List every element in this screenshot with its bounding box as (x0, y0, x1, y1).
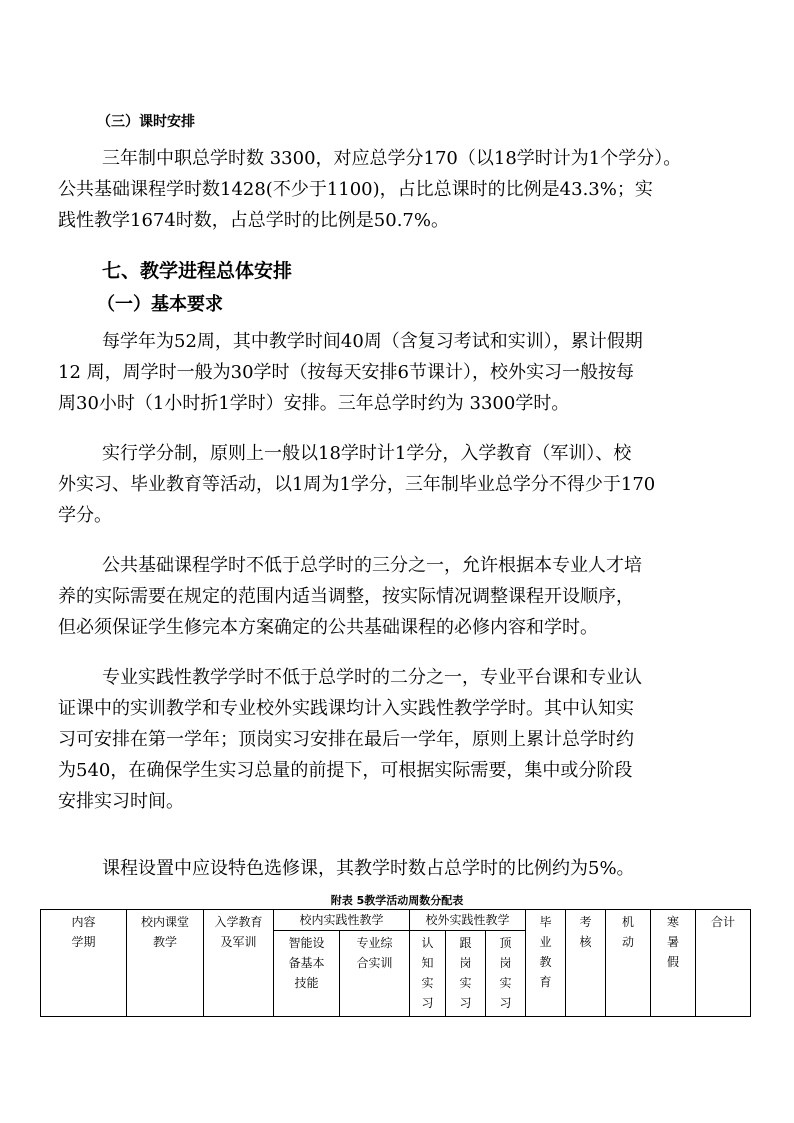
header-text: 入学教育 (214, 915, 263, 929)
header-text: 毕 (539, 915, 552, 929)
header-cognitive-internship (410, 931, 446, 1017)
header-winter-summer (651, 910, 696, 1017)
section-3-title: （三）课时安排 (97, 114, 195, 130)
header-text: 习 (459, 996, 472, 1010)
header-text: 实 (499, 976, 512, 990)
header-text: 知 (421, 956, 434, 970)
paragraph-line: 但必须保证学生修完本方案确定的公共基础课程的必修内容和学时。 (58, 617, 598, 638)
corner-bottom-label: 学期 (71, 935, 96, 949)
paragraph-line: 专业实践性教学学时不低于总学时的二分之一，专业平台课和专业认 (102, 667, 642, 688)
chapter-7-title: 七、教学进程总体安排 (102, 260, 293, 282)
header-classroom (127, 910, 204, 1017)
corner-top-label: 内容 (71, 915, 96, 929)
header-text: 及军训 (220, 935, 257, 949)
weeks-allocation-table (40, 909, 751, 1017)
header-text: 假 (667, 955, 680, 969)
paragraph-line: 实行学分制，原则上一般以18学时计1学分，入学教育（军训）、校 (102, 443, 632, 464)
paragraph-2 (58, 438, 738, 531)
header-text: 习 (421, 996, 434, 1010)
header-text: 实 (421, 976, 434, 990)
header-text: 业 (539, 935, 552, 949)
header-text: 顶 (499, 936, 512, 950)
header-text: 教 (539, 955, 552, 969)
paragraph-line: 学分。 (58, 505, 112, 526)
paragraph-4 (58, 662, 738, 817)
paragraph-line: 12 周，周学时一般为30学时（按每天安排6节课计），校外实习一般按每 (58, 362, 634, 383)
header-text: 考 (579, 915, 592, 929)
header-text: 实 (459, 976, 472, 990)
header-follow-internship (446, 931, 486, 1017)
paragraph-line: 习可安排在第一学年；顶岗实习安排在最后一学年，原则上累计总学时约 (58, 729, 634, 750)
header-text: 寒 (667, 915, 680, 929)
header-text: 机 (622, 915, 635, 929)
header-text: 核 (579, 935, 592, 949)
header-corner (41, 910, 127, 1017)
paragraph-line: 安排实习时间。 (58, 791, 184, 812)
header-text: 育 (539, 975, 552, 989)
header-text: 岗 (459, 956, 472, 970)
header-comprehensive-training (340, 931, 410, 1017)
paragraph-line: 养的实际需要在规定的范围内适当调整，按实际情况调整课程开设顺序， (58, 586, 634, 607)
header-text: 跟 (459, 936, 472, 950)
paragraph-line: 公共基础课程学时不低于总学时的三分之一，允许根据本专业人才培 (102, 555, 642, 576)
intro-line-3: 践性教学1674时数，占总学时的比例是50.7%。 (58, 210, 449, 231)
intro-line-2: 公共基础课程学时数1428(不少于1100)，占比总课时的比例是43.3%；实 (58, 179, 653, 200)
paragraph-5 (58, 853, 738, 884)
intro-paragraph (58, 143, 738, 236)
header-flex (606, 910, 651, 1017)
header-outer-practice: 校外实践性教学 (410, 910, 526, 931)
paragraph-3 (58, 550, 738, 643)
header-text: 认 (421, 936, 434, 950)
header-basic-skills (274, 931, 340, 1017)
header-inner-practice: 校内实践性教学 (274, 910, 410, 931)
header-text: 岗 (499, 956, 512, 970)
subsection-1-title: （一）基本要求 (97, 294, 223, 315)
header-exam (566, 910, 606, 1017)
paragraph-1 (58, 326, 738, 419)
header-text: 暑 (667, 935, 680, 949)
header-text: 技能 (294, 976, 319, 990)
paragraph-line: 课程设置中应设特色选修课，其教学时数占总学时的比例约为5%。 (102, 858, 635, 879)
header-total: 合计 (696, 910, 751, 1017)
header-text: 动 (622, 935, 635, 949)
header-post-internship (486, 931, 526, 1017)
intro-line-1: 三年制中职总学时数 3300，对应总学分170（以18学时计为1个学分）。 (102, 148, 682, 169)
paragraph-line: 周30小时（1小时折1学时）安排。三年总学时约为 3300学时。 (58, 393, 570, 414)
table-caption: 附表 5教学活动周数分配表 (330, 894, 464, 907)
header-text: 教学 (152, 935, 177, 949)
paragraph-line: 每学年为52周，其中教学时间40周（含复习考试和实训），累计假期 (102, 331, 643, 352)
header-text: 备基本 (288, 956, 325, 970)
header-text: 合实训 (356, 956, 393, 970)
header-text: 智能设 (288, 936, 325, 950)
header-entrance (204, 910, 274, 1017)
paragraph-line: 外实习、毕业教育等活动，以1周为1学分，三年制毕业总学分不得少于170 (58, 474, 656, 495)
header-text: 专业综 (356, 936, 393, 950)
paragraph-line: 证课中的实训教学和专业校外实践课均计入实践性教学学时。其中认知实 (58, 698, 634, 719)
header-text: 校内课堂 (140, 915, 189, 929)
header-text: 习 (499, 996, 512, 1010)
header-graduation (526, 910, 566, 1017)
paragraph-line: 为540，在确保学生实习总量的前提下，可根据实际需要，集中或分阶段 (58, 760, 633, 781)
